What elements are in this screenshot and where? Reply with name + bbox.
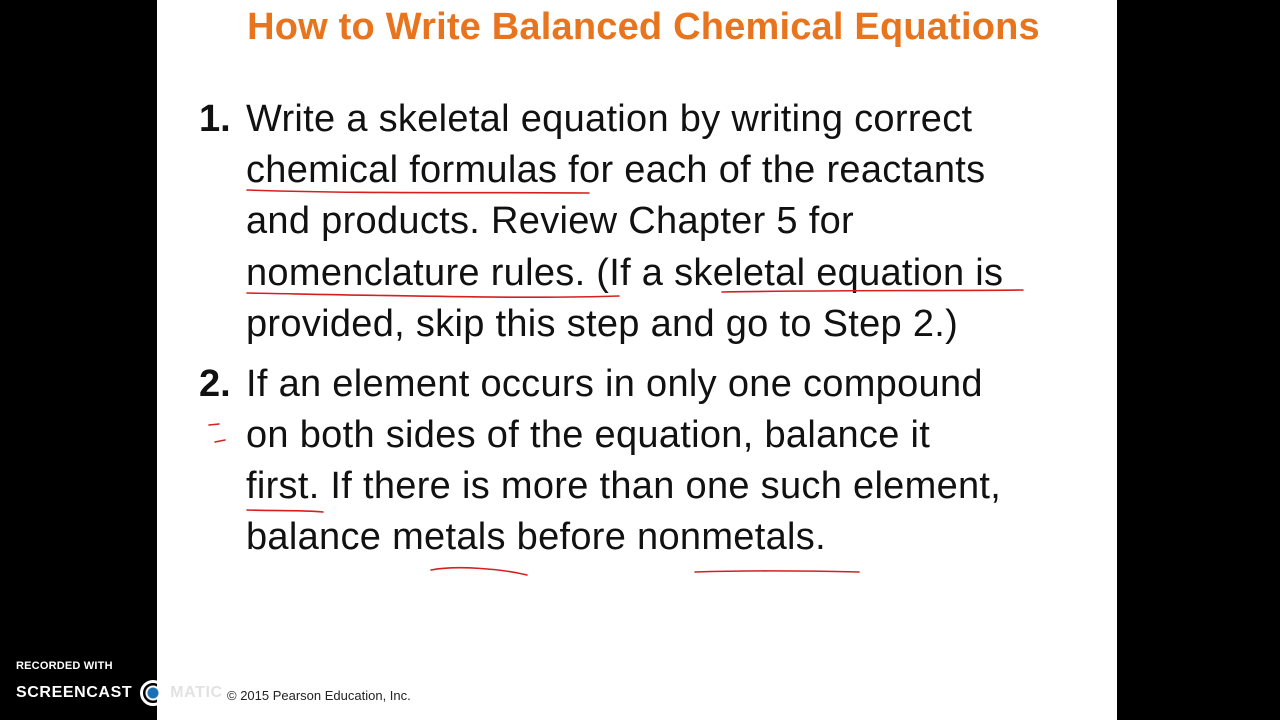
- screencast-watermark: [16, 660, 223, 706]
- step-2-line-3: first. If there is more than one such element,: [246, 465, 1002, 507]
- step-1-line-1: Write a skeletal equation by writing correct: [246, 98, 973, 140]
- slide-title: How to Write Balanced Chemical Equations: [247, 6, 1040, 48]
- step-1-line-2: chemical formulas for each of the reactants: [246, 149, 986, 191]
- screencast-logo-icon: [140, 680, 166, 706]
- dash-mark: [209, 424, 225, 442]
- underline-metals: [431, 568, 527, 575]
- step-1-line-5: provided, skip this step and go to Step 2.): [246, 303, 959, 345]
- step-2-number: 2.: [199, 363, 231, 405]
- copyright-notice: © 2015 Pearson Education, Inc.: [227, 688, 411, 703]
- step-1-line-3: and products. Review Chapter 5 for: [246, 200, 854, 242]
- slide: [157, 0, 1117, 720]
- underline-first: [247, 510, 323, 512]
- step-1-line-4: nomenclature rules. (If a skeletal equation is: [246, 252, 1004, 294]
- watermark-matic: MATIC: [170, 684, 223, 701]
- step-2-line-2: on both sides of the equation, balance it: [246, 414, 931, 456]
- watermark-recorded-with: RECORDED WITH: [16, 660, 113, 672]
- underline-nonmetals: [695, 571, 859, 572]
- step-2-line-4: balance metals before nonmetals.: [246, 516, 826, 558]
- watermark-screencast: SCREENCAST: [16, 684, 133, 701]
- step-1-number: 1.: [199, 98, 231, 140]
- step-2-line-1: If an element occurs in only one compound: [246, 363, 983, 405]
